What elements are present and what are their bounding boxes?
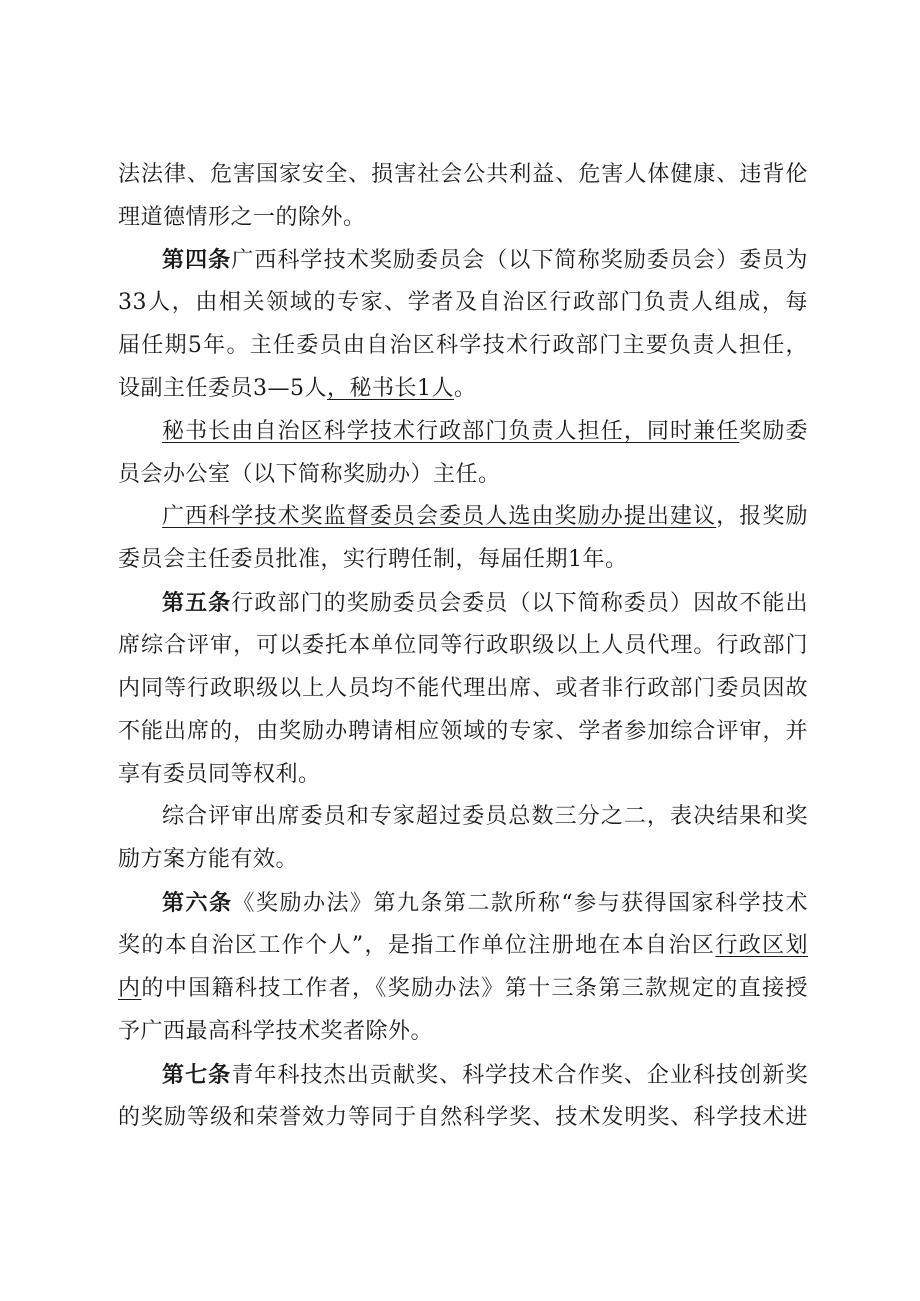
text-segment: 理道德情形之一的除外。 [118,205,366,230]
text-segment: 青年科技杰出贡献奖、科学技术合作奖、企业科技创新奖 [231,1063,808,1088]
text-line [118,974,808,1004]
article-number: 第五条 [162,590,232,616]
article-heading-line [162,588,808,618]
text-line [118,288,808,318]
text-line [118,931,808,961]
text-line [118,1017,808,1047]
text-line [118,674,808,704]
text-segment: 委员会主任委员批准，实行聘任制，每届任期1年。 [118,547,628,572]
text-line [118,374,808,404]
underlined-segment: 广西科学技术奖监督委员会委员人选由奖励办提出建议 [162,504,717,529]
text-segment: 综合评审出席委员和专家超过委员总数三分之二，表决结果和奖 [162,804,808,829]
article-number: 第七条 [162,1062,232,1088]
text-segment: 届任期5年。主任委员由自治区科学技术行政部门主要负责人担任， [118,333,808,358]
text-segment: 席综合评审，可以委托本单位同等行政职级以上人员代理。行政部门 [118,633,808,658]
text-segment: 的中国籍科技工作者，《奖励办法》第十三条第三款规定的直接授 [141,976,808,1001]
article-number: 第四条 [162,247,232,273]
text-segment: ，报奖励 [716,504,808,529]
text-segment: 奖励委 [739,419,808,444]
text-line [118,845,808,875]
text-line [162,417,808,447]
text-segment: 。 [454,376,477,401]
text-segment: 员会办公室（以下简称奖励办）主任。 [118,462,501,487]
text-segment: 不能出席的，由奖励办聘请相应领域的专家、学者参加综合评审，并 [118,719,808,744]
text-line [162,802,808,832]
article-number: 第六条 [162,890,233,916]
article-heading-line [162,245,808,275]
text-line [118,460,808,490]
underlined-segment: 内 [118,976,142,1001]
underlined-segment: ，秘书长1人 [327,376,454,401]
text-line [118,160,808,190]
text-segment: 33人，由相关领域的专家、学者及自治区行政部门负责人组成，每 [118,290,808,315]
text-segment: 享有委员同等权利。 [118,762,321,787]
text-line [118,631,808,661]
article-heading-line [162,888,808,918]
text-segment: 励方案方能有效。 [118,847,299,872]
text-segment: 法法律、危害国家安全、损害社会公共利益、危害人体健康、违背伦 [118,162,808,187]
text-segment: 的奖励等级和荣誉效力等同于自然科学奖、技术发明奖、科学技术进 [118,1105,808,1130]
text-segment: 奖的本自治区工作个人”，是指工作单位注册地在本自治区 [118,933,716,958]
text-line [162,502,808,532]
underlined-segment: 行政区划 [715,933,808,958]
text-segment: 广西科学技术奖励委员会（以下简称奖励委员会）委员为 [231,248,808,273]
text-segment: 《奖励办法》第九条第二款所称“参与获得国家科学技术 [232,891,808,916]
text-line [118,760,808,790]
text-segment: 行政部门的奖励委员会委员（以下简称委员）因故不能出 [231,591,808,616]
text-line [118,717,808,747]
text-segment: 设副主任委员3—5人 [118,376,327,401]
text-line [118,545,808,575]
text-segment: 予广西最高科学技术奖者除外。 [118,1019,434,1044]
article-heading-line [162,1060,808,1090]
underlined-segment: 秘书长由自治区科学技术行政部门负责人担任，同时兼任 [162,419,740,444]
text-line [118,331,808,361]
text-line [118,203,808,233]
text-segment: 内同等行政职级以上人员均不能代理出席、或者非行政部门委员因故 [118,676,808,701]
text-line [118,1103,808,1133]
